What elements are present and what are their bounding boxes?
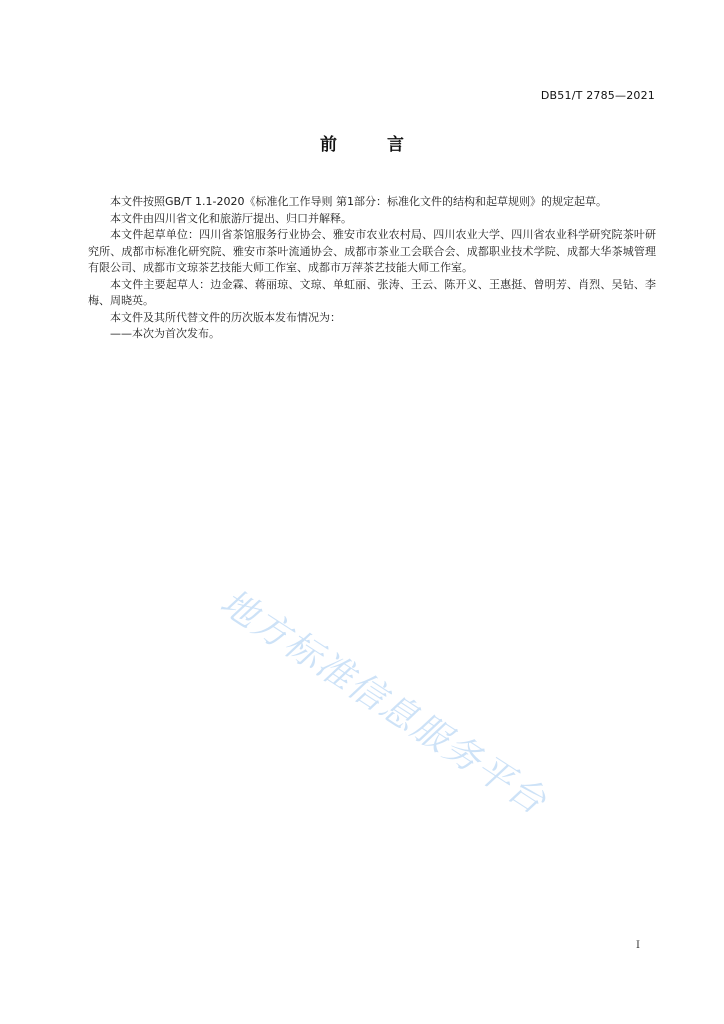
- paragraph-version-history: 本文件及其所代替文件的历次版本发布情况为：: [110, 310, 341, 324]
- paragraph-first-release: ——本次为首次发布。: [110, 327, 220, 340]
- paragraph-proposer: 本文件由四川省文化和旅游厅提出、归口并解释。: [110, 211, 352, 225]
- page-number: I: [636, 940, 640, 951]
- paragraph-drafting-rules: 本文件按照GB/T 1.1-2020《标准化工作导则 第1部分：标准化文件的结构和起草规则》的规定起草。: [110, 195, 607, 208]
- paragraph-main-drafters: 本文件主要起草人：边金霖、蒋丽琼、文琼、单虹丽、张涛、王云、陈开义、王惠挺、曾明芳、肖烈、吴钻、李梅、周晓英。: [88, 277, 656, 307]
- document-body: [88, 194, 656, 343]
- watermark: 地方标准信息服务平台: [212, 581, 554, 824]
- paragraph-drafting-units: 本文件起草单位：四川省茶馆服务行业协会、雅安市农业农村局、四川农业大学、四川省农业科学研究院茶叶研究所、成都市标准化研究院、雅安市茶叶流通协会、成都市茶业工会联合会、成都职业技术学院、成都大华茶城管理有限公司、成都市文琼茶艺技能大师工作室、成都市万萍茶艺技能大师工作室。: [88, 228, 656, 274]
- title-char-1: 前: [320, 135, 338, 155]
- page-title: [0, 130, 724, 155]
- standard-code: DB51/T 2785—2021: [540, 89, 655, 102]
- title-char-2: 言: [386, 135, 404, 155]
